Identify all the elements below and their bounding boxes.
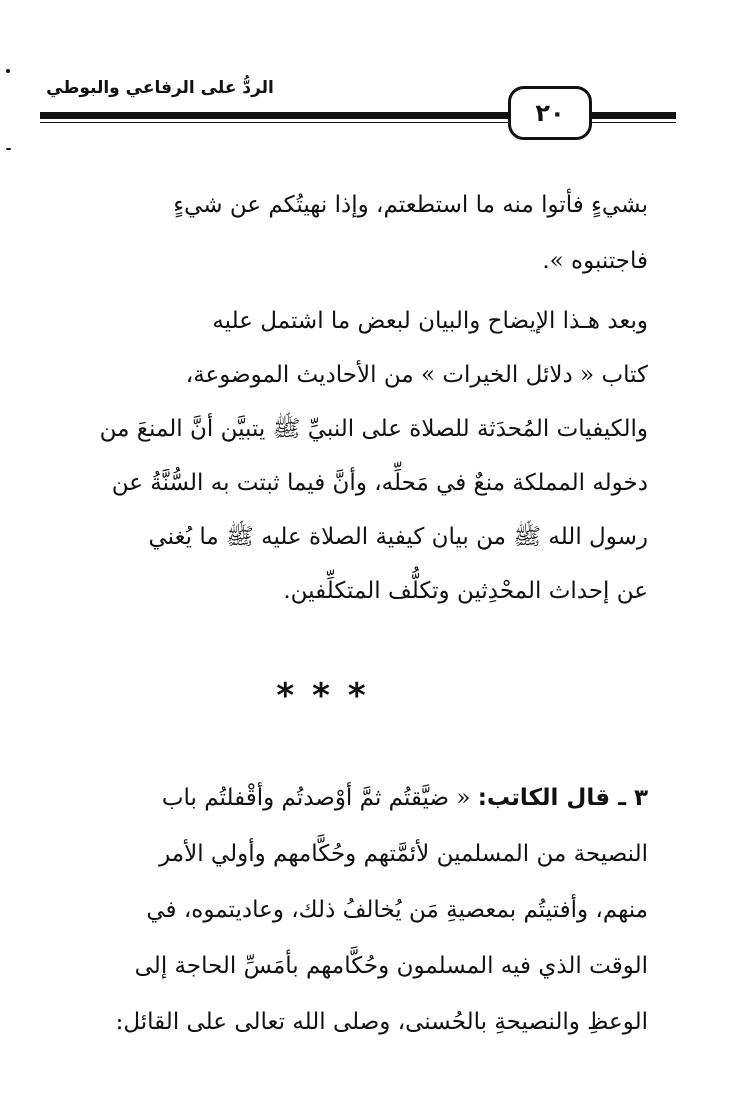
text-line: بشيءٍ فأتوا منه ما استطعتم، وإذا نهيتُكم عن شيءٍ xyxy=(173,192,648,218)
page-number: ٢٠ xyxy=(508,86,592,140)
section-first-line: « ضيَّقتُم ثمَّ أوْصدتُم وأقْفلتُم باب xyxy=(161,785,471,811)
section-separator: *** xyxy=(276,676,384,716)
running-header-title: الردُّ على الرفاعي والبوطي xyxy=(46,78,274,98)
paragraph-hadith-end xyxy=(48,177,648,289)
text-line: وبعد هـذا الإيضاح والبيان لبعض ما اشتمل عليه xyxy=(212,308,648,334)
scan-speck xyxy=(6,69,10,73)
text-line: والكيفيات المُحدَثة للصلاة على النبيِّ ﷺ يتبيَّن أنَّ المنعَ من xyxy=(99,416,648,442)
text-line: منهم، وأفتيتُم بمعصيةِ مَن يُخالفُ ذلك، وعاديتموه، في xyxy=(146,897,648,923)
text-line: عن إحداث المحْدِثين وتكلُّف المتكلِّفين. xyxy=(283,578,648,604)
text-line xyxy=(48,770,648,826)
text-line: دخوله المملكة منعٌ في مَحلِّه، وأنَّ فيما ثبتت به السُّنَّةُ عن xyxy=(111,470,648,496)
text-line: النصيحة من المسلمين لأئمَّتهم وحُكَّامهم وأولي الأمر xyxy=(159,841,648,867)
text-line: كتاب « دلائل الخيرات » من الأحاديث الموضوعة، xyxy=(185,362,648,388)
text-line: الوقت الذي فيه المسلمون وحُكَّامهم بأمَسِّ الحاجة إلى xyxy=(134,953,648,979)
text-line: رسول الله ﷺ من بيان كيفية الصلاة عليه ﷺ ما يُغني xyxy=(148,524,648,550)
text-line: فاجتنبوه ». xyxy=(542,248,648,274)
scan-speck xyxy=(6,148,11,150)
section-three xyxy=(48,770,648,1050)
section-heading: ٣ ـ قال الكاتب: xyxy=(477,785,648,811)
paragraph-conclusion xyxy=(48,294,648,618)
text-line: الوعظِ والنصيحةِ بالحُسنى، وصلى الله تعالى على القائل: xyxy=(115,1009,648,1035)
